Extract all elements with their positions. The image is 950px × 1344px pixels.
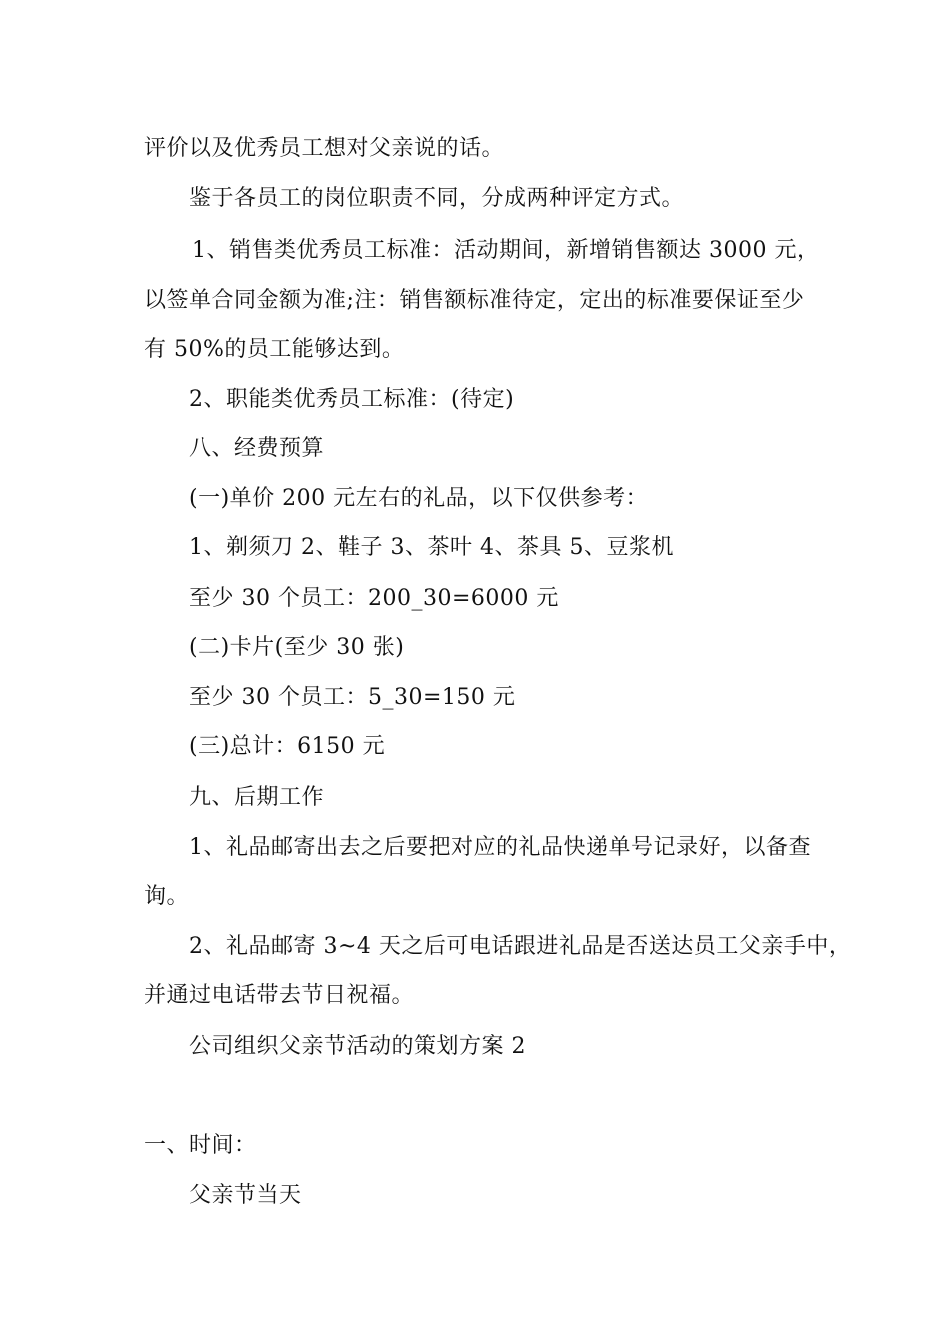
text-line: 鉴于各员工的岗位职责不同，分成两种评定方式。 xyxy=(189,186,685,211)
text-line: (三)总计：6150 元 xyxy=(189,734,386,759)
document-title: 公司组织父亲节活动的策划方案 2 xyxy=(189,1034,526,1059)
text-line: 以签单合同金额为准;注：销售额标准待定，定出的标准要保证至少 xyxy=(144,288,805,313)
text-line: 父亲节当天 xyxy=(189,1183,302,1208)
text-line: 评价以及优秀员工想对父亲说的话。 xyxy=(144,136,505,161)
text-line: 至少 30 个员工：5_30=150 元 xyxy=(189,685,516,710)
section-heading: 一、时间： xyxy=(144,1133,257,1158)
text-line: 1、礼品邮寄出去之后要把对应的礼品快递单号记录好，以备查 xyxy=(189,835,811,860)
text-line: (二)卡片(至少 30 张) xyxy=(189,635,405,660)
text-line: (一)单价 200 元左右的礼品，以下仅供参考： xyxy=(189,486,649,511)
text-line: 1、销售类优秀员工标准：活动期间，新增销售额达 3000 元， xyxy=(192,238,820,263)
text-line: 询。 xyxy=(144,884,190,909)
section-heading: 九、后期工作 xyxy=(189,785,325,810)
text-line: 有 50%的员工能够达到。 xyxy=(144,337,405,362)
text-line: 2、职能类优秀员工标准：(待定) xyxy=(189,387,515,412)
text-line: 并通过电话带去节日祝福。 xyxy=(144,983,415,1008)
text-line: 1、剃须刀 2、鞋子 3、茶叶 4、茶具 5、豆浆机 xyxy=(189,535,674,560)
text-line: 2、礼品邮寄 3~4 天之后可电话跟进礼品是否送达员工父亲手中， xyxy=(189,934,852,959)
section-heading: 八、经费预算 xyxy=(189,436,325,461)
text-line: 至少 30 个员工：200_30=6000 元 xyxy=(189,586,559,611)
